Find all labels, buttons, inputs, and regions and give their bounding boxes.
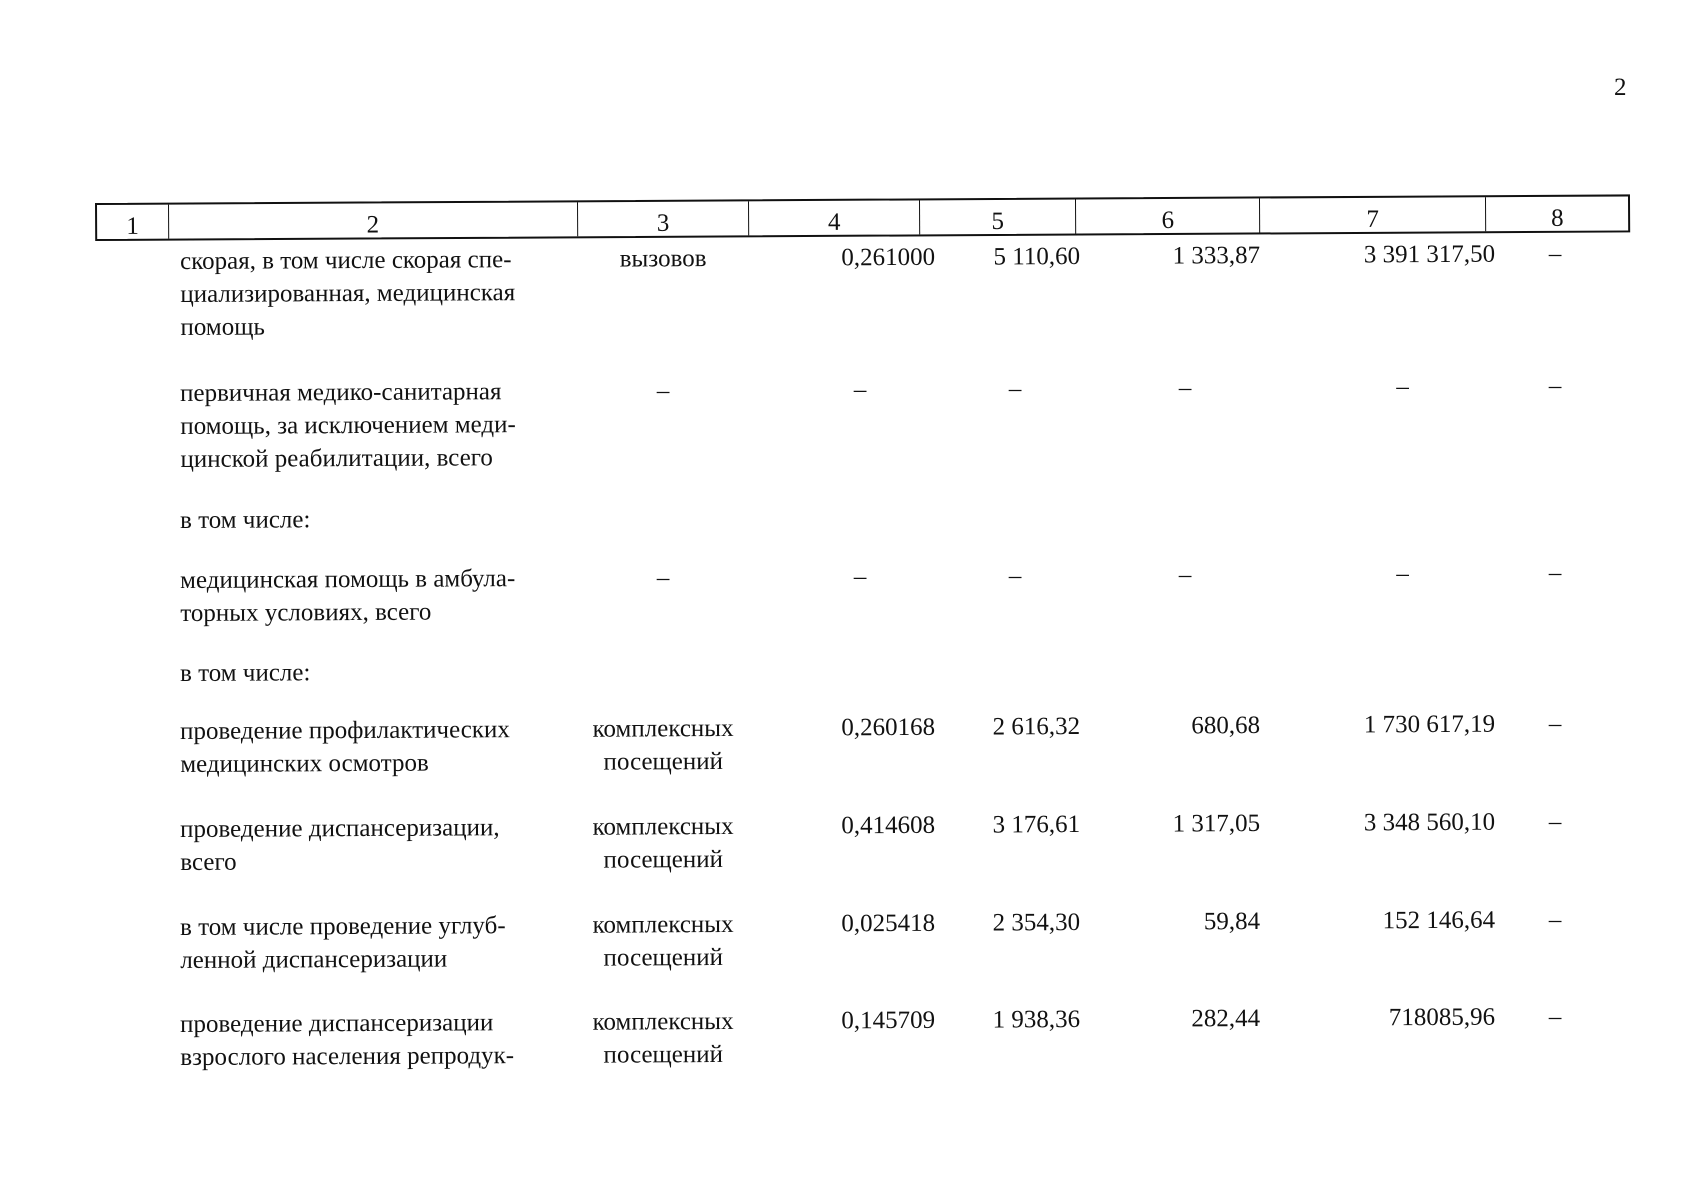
row-unit: – xyxy=(656,377,670,405)
row-col-8: – xyxy=(1548,1003,1562,1031)
row-name: в том числе: xyxy=(180,506,311,534)
row-col-7: 1 730 617,19 xyxy=(1363,710,1496,739)
row-col-7: – xyxy=(1396,373,1409,401)
table-row xyxy=(0,1000,1696,1071)
table-row xyxy=(0,556,1696,627)
row-col-5: 2 354,30 xyxy=(992,908,1081,937)
header-col-6: 6 xyxy=(1076,198,1260,233)
header-col-7: 7 xyxy=(1260,197,1487,232)
table-row xyxy=(0,649,1696,687)
row-col-4: 0,414608 xyxy=(841,811,936,840)
row-unit: вызовов xyxy=(619,245,707,273)
row-col-6: 680,68 xyxy=(1191,711,1261,740)
row-col-4: 0,145709 xyxy=(841,1006,936,1035)
table-row xyxy=(0,496,1696,534)
row-col-5: 1 938,36 xyxy=(992,1005,1081,1034)
row-col-6: – xyxy=(1178,374,1192,402)
row-col-7: 3 348 560,10 xyxy=(1363,808,1496,837)
row-name: в том числе: xyxy=(180,659,311,687)
row-name: проведение профилактических медицинских осмотров xyxy=(180,716,510,778)
row-unit: комплексных посещений xyxy=(592,812,734,874)
row-col-6: – xyxy=(1178,561,1192,589)
row-name: в том числе проведение углуб- ленной диспансеризации xyxy=(180,912,506,974)
table-row xyxy=(0,707,1696,778)
row-unit: комплексных посещений xyxy=(592,1007,734,1069)
row-col-5: 5 110,60 xyxy=(993,242,1081,271)
row-col-4: 0,261000 xyxy=(841,243,936,272)
row-col-5: 2 616,32 xyxy=(992,712,1081,741)
row-name: первичная медико-санитарная помощь, за исключением меди- цинской реабилитации, всего xyxy=(180,378,516,473)
page-number: 2 xyxy=(1614,74,1627,101)
row-col-4: – xyxy=(853,376,867,404)
row-col-8: – xyxy=(1548,710,1562,738)
row-col-6: 59,84 xyxy=(1203,907,1261,936)
row-name: проведение диспансеризации, всего xyxy=(180,814,500,876)
row-col-6: 1 333,87 xyxy=(1172,241,1261,270)
header-col-2: 2 xyxy=(169,202,578,238)
row-col-8: – xyxy=(1548,906,1562,934)
row-col-6: 1 317,05 xyxy=(1172,809,1261,838)
header-col-8: 8 xyxy=(1550,204,1564,232)
row-col-5: 3 176,61 xyxy=(992,810,1081,839)
table-row xyxy=(0,805,1696,876)
row-col-8: – xyxy=(1548,372,1562,400)
table-row xyxy=(0,237,1696,341)
row-col-5: – xyxy=(1008,562,1022,590)
row-unit: – xyxy=(656,564,670,592)
row-col-5: – xyxy=(1008,375,1022,403)
row-col-7: 3 391 317,50 xyxy=(1363,240,1496,269)
row-col-7: 152 146,64 xyxy=(1382,906,1496,935)
row-name: скорая, в том числе скорая спе- циализированная, медицинская помощь xyxy=(180,246,516,341)
row-unit: комплексных посещений xyxy=(592,910,734,972)
header-col-4: 4 xyxy=(749,200,920,235)
row-col-4: 0,025418 xyxy=(841,909,936,938)
row-col-4: – xyxy=(853,563,867,591)
row-col-8: – xyxy=(1548,240,1562,268)
row-col-6: 282,44 xyxy=(1191,1004,1261,1033)
table-row xyxy=(0,903,1696,974)
row-col-8: – xyxy=(1548,559,1562,587)
row-unit: комплексных посещений xyxy=(592,714,734,776)
header-col-1: 1 xyxy=(97,205,169,239)
header-col-3: 3 xyxy=(578,201,750,236)
table-row xyxy=(0,369,1696,473)
row-col-8: – xyxy=(1548,808,1562,836)
row-col-7: 718085,96 xyxy=(1388,1003,1496,1032)
header-col-5: 5 xyxy=(920,200,1077,235)
row-col-7: – xyxy=(1396,560,1409,588)
row-name: проведение диспансеризации взрослого населения репродук- xyxy=(180,1009,515,1071)
row-col-4: 0,260168 xyxy=(841,713,936,742)
row-name: медицинская помощь в амбула- торных условиях, всего xyxy=(180,565,516,627)
